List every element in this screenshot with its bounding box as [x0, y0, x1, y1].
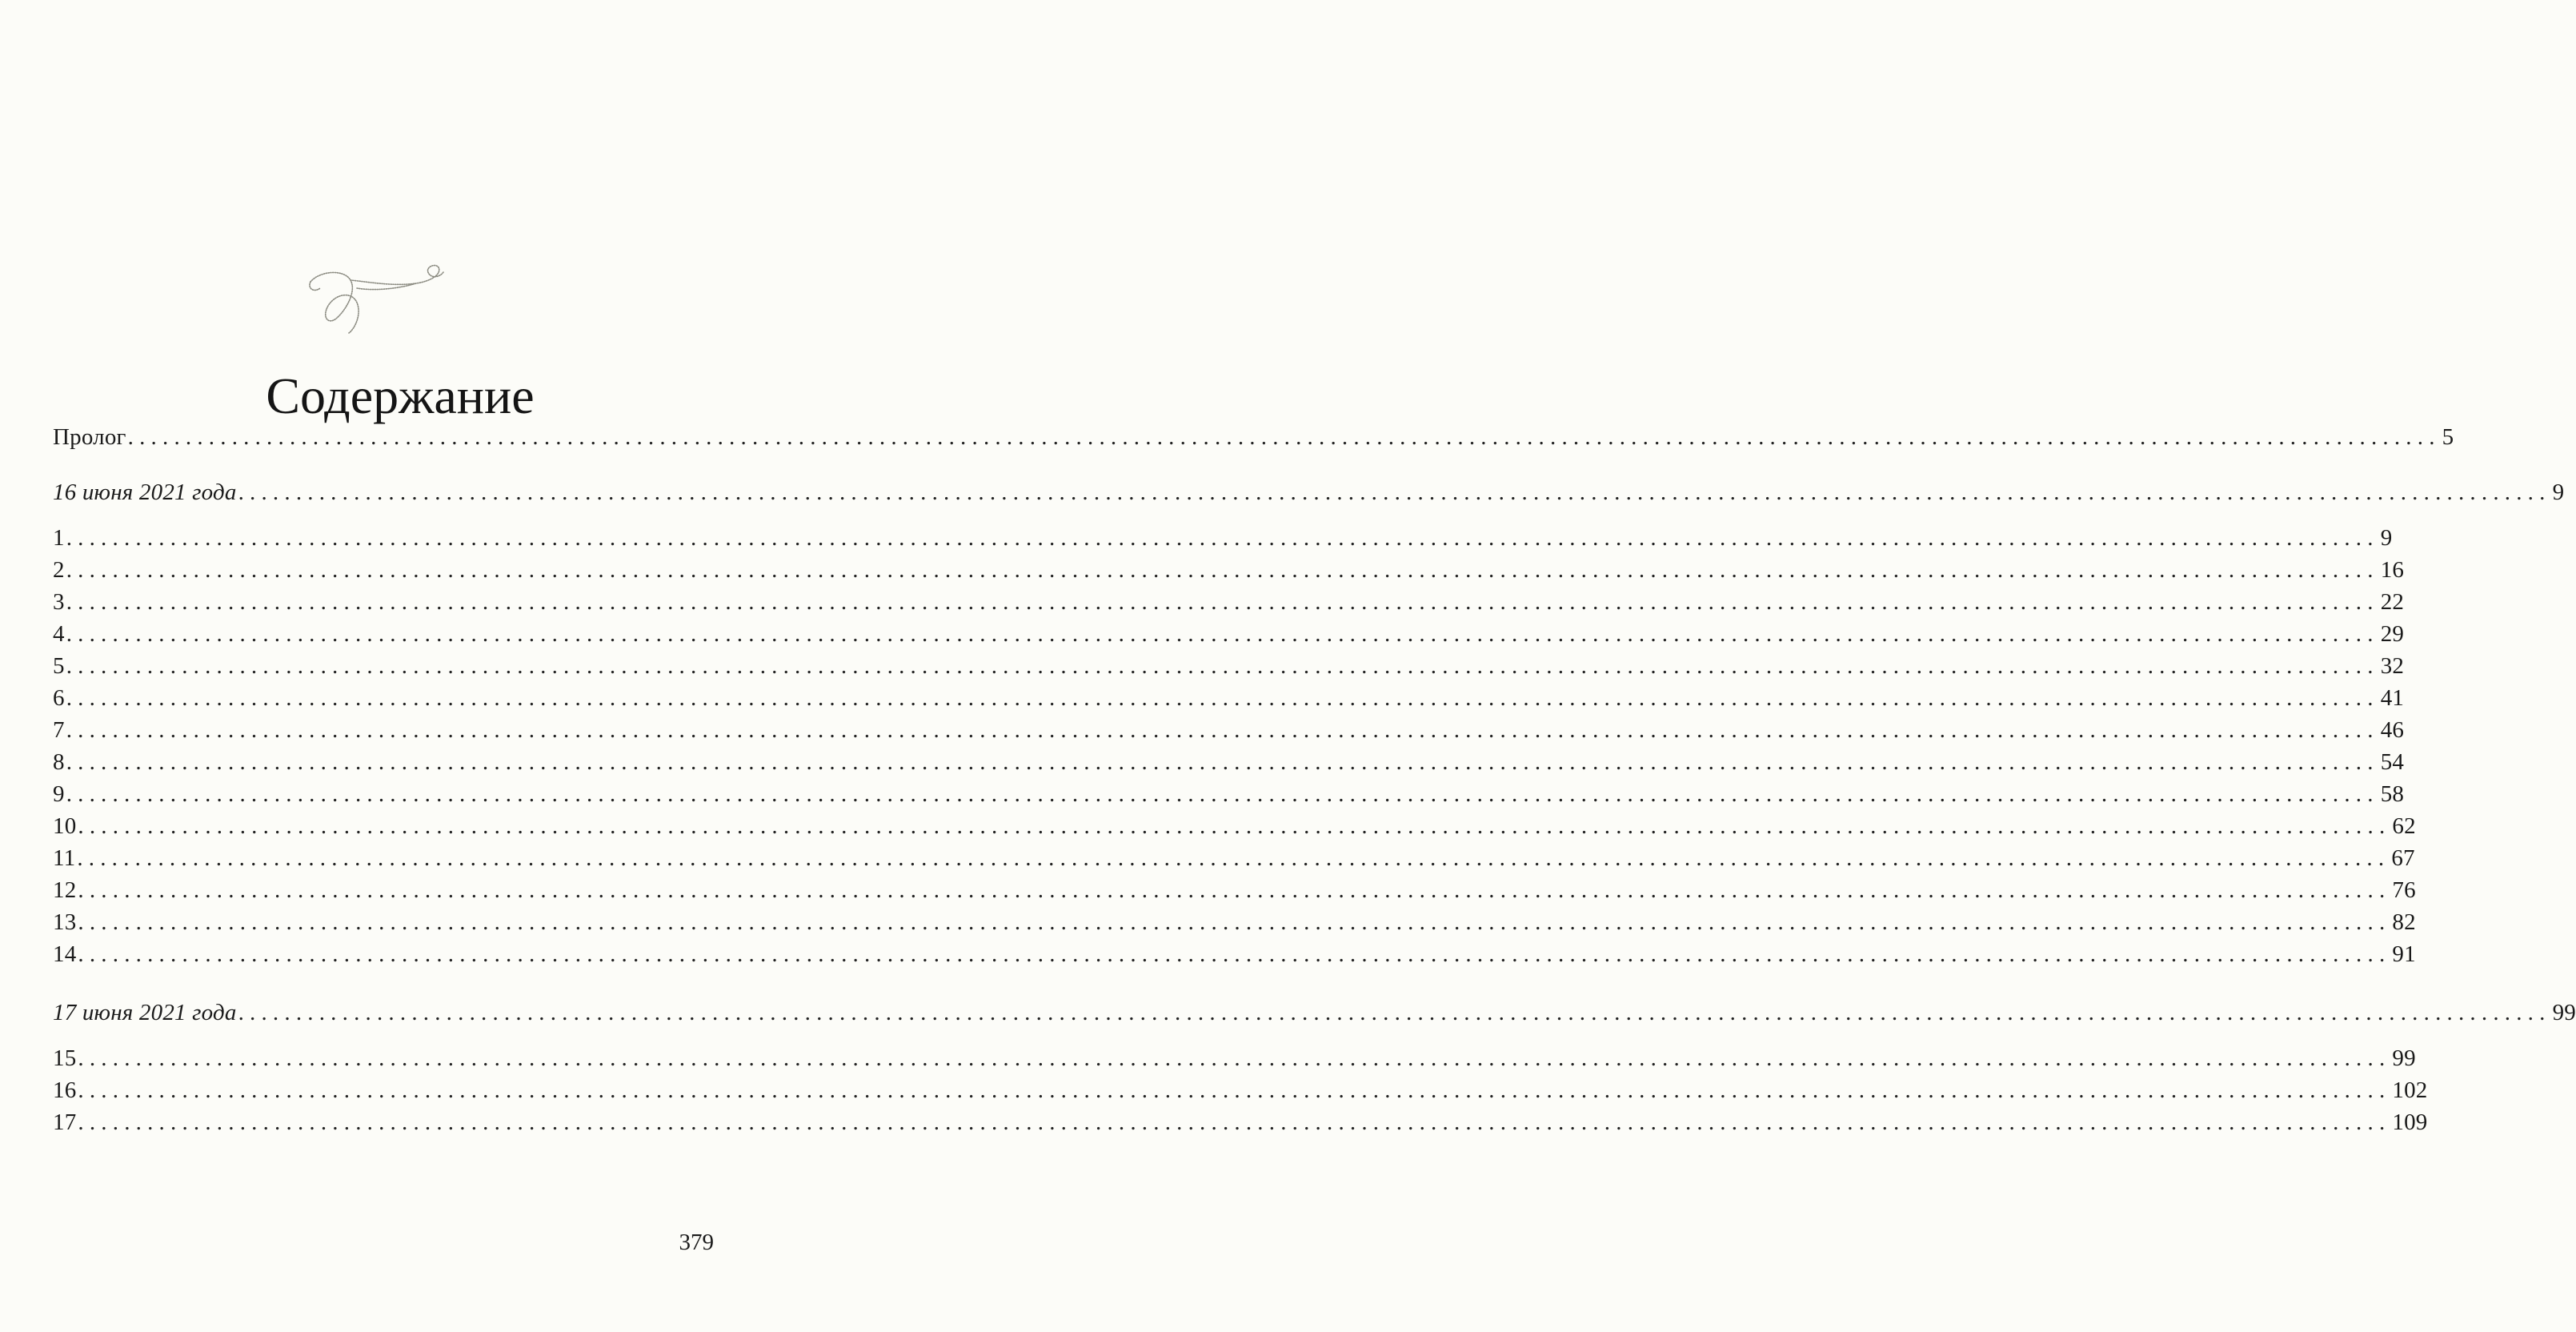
- toc-entry-page: 102: [2392, 1077, 2428, 1103]
- toc-entry-label: 3: [53, 589, 65, 615]
- toc-entry: [53, 997, 2576, 1029]
- toc-dot-leader: ........................................................................................................................................................................................................: [78, 1109, 2391, 1135]
- toc-entry-page: 16: [2380, 557, 2405, 583]
- toc-dot-leader: ........................................................................................................................................................................................................: [66, 781, 2379, 807]
- toc-dot-leader: ........................................................................................................................................................................................................: [78, 877, 2391, 903]
- toc-entry-page: 5: [2442, 424, 2454, 450]
- toc-entry-page: 46: [2380, 717, 2405, 743]
- toc-entry-page: 32: [2380, 653, 2405, 679]
- toc-entry-label: 13: [53, 909, 77, 935]
- toc-dot-leader: ........................................................................................................................................................................................................: [238, 1000, 2551, 1025]
- toc-dot-leader: ........................................................................................................................................................................................................: [66, 685, 2379, 711]
- toc-dot-leader: ........................................................................................................................................................................................................: [66, 589, 2379, 615]
- toc-dot-leader: ........................................................................................................................................................................................................: [77, 845, 2390, 871]
- toc-dot-leader: ........................................................................................................................................................................................................: [66, 525, 2379, 551]
- toc-entry: [53, 421, 2454, 453]
- toc-dot-leader: ........................................................................................................................................................................................................: [127, 424, 2441, 450]
- toc-entry-label: 12: [53, 877, 77, 903]
- toc-entry: [53, 714, 2405, 746]
- toc-entry: [53, 650, 2405, 682]
- toc-dot-leader: ........................................................................................................................................................................................................: [238, 479, 2551, 505]
- toc-entry: [53, 522, 2393, 554]
- toc-entry: [53, 476, 2565, 508]
- toc-entry: [53, 842, 2415, 874]
- page-title: Содержание: [266, 367, 535, 424]
- toc-entry-page: 22: [2380, 589, 2405, 615]
- toc-entry-page: 58: [2380, 781, 2405, 807]
- toc-entry: [53, 778, 2405, 810]
- toc-entry: [53, 1074, 2428, 1106]
- flourish-icon: [304, 264, 456, 336]
- toc-entry-page: 82: [2392, 909, 2416, 935]
- toc-dot-leader: ........................................................................................................................................................................................................: [66, 717, 2379, 743]
- toc-entry-label: 7: [53, 717, 65, 743]
- toc-entry-label: 14: [53, 941, 77, 967]
- toc-entry: [53, 586, 2405, 618]
- toc-entry-label: 2: [53, 557, 65, 583]
- toc-entry-page: 76: [2392, 877, 2416, 903]
- toc-entry-page: 67: [2391, 845, 2415, 871]
- toc-entry-page: 9: [2552, 479, 2565, 505]
- toc-dot-leader: ........................................................................................................................................................................................................: [66, 557, 2379, 583]
- toc-entry-label: 17 июня 2021 года: [53, 1000, 237, 1025]
- toc-entry: [53, 682, 2405, 714]
- toc-entry-label: Пролог: [53, 424, 126, 450]
- toc-entry-label: 15: [53, 1045, 77, 1071]
- toc-entry: [53, 1042, 2416, 1074]
- toc-dot-leader: ........................................................................................................................................................................................................: [66, 653, 2379, 679]
- toc-dot-leader: ........................................................................................................................................................................................................: [78, 909, 2391, 935]
- toc-entry: [53, 1106, 2428, 1138]
- toc-entry-page: 41: [2380, 685, 2405, 711]
- toc-entry: [53, 810, 2416, 842]
- toc-entry-page: 109: [2392, 1109, 2428, 1135]
- toc-entry-label: 16: [53, 1077, 77, 1103]
- toc-entry-label: 1: [53, 525, 65, 551]
- toc-entry-page: 99: [2552, 1000, 2576, 1025]
- toc-entry: [53, 874, 2416, 906]
- toc-entry: [53, 938, 2416, 970]
- toc-dot-leader: ........................................................................................................................................................................................................: [78, 813, 2391, 839]
- toc-dot-leader: ........................................................................................................................................................................................................: [66, 621, 2379, 647]
- toc-dot-leader: ........................................................................................................................................................................................................: [66, 749, 2379, 775]
- toc-entry-page: 99: [2392, 1045, 2416, 1071]
- toc-entry-label: 10: [53, 813, 77, 839]
- toc-entry-page: 62: [2392, 813, 2416, 839]
- toc-entry-label: 17: [53, 1109, 77, 1135]
- toc-entry: [53, 618, 2405, 650]
- toc-dot-leader: ........................................................................................................................................................................................................: [78, 941, 2391, 967]
- toc-entry-label: 8: [53, 749, 65, 775]
- toc-entry: [53, 746, 2405, 778]
- toc-entry-label: 16 июня 2021 года: [53, 479, 237, 505]
- toc-entry-page: 54: [2380, 749, 2405, 775]
- toc-entry-label: 4: [53, 621, 65, 647]
- toc-entry-page: 91: [2392, 941, 2416, 967]
- toc-entry-page: 9: [2380, 525, 2393, 551]
- toc-entry: [53, 554, 2405, 586]
- toc-entry: [53, 906, 2416, 938]
- toc-entry-page: 29: [2380, 621, 2405, 647]
- toc-dot-leader: ........................................................................................................................................................................................................: [78, 1077, 2391, 1103]
- toc-entry-label: 11: [53, 845, 76, 871]
- toc-dot-leader: ........................................................................................................................................................................................................: [78, 1045, 2391, 1071]
- toc-entry-label: 5: [53, 653, 65, 679]
- toc-entry-label: 9: [53, 781, 65, 807]
- toc-entry-label: 6: [53, 685, 65, 711]
- page-number: 379: [679, 1230, 714, 1255]
